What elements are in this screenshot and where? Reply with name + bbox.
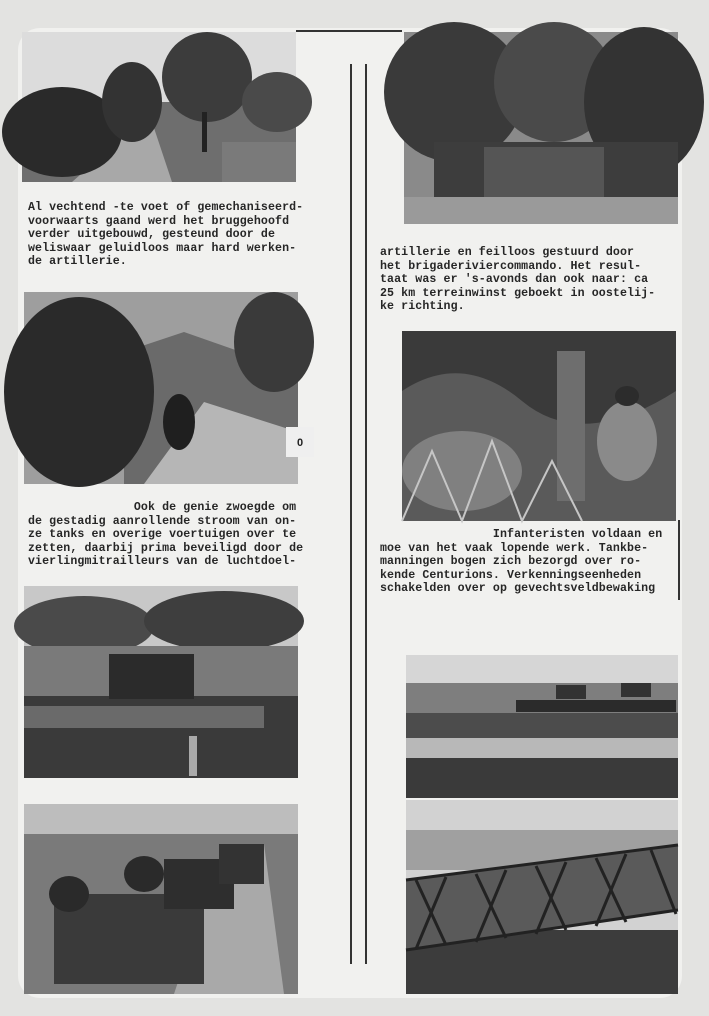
photo-bailey-bridge	[406, 800, 678, 994]
photo-soldier-embankment	[24, 292, 304, 484]
road-marker-label: 0	[296, 437, 304, 449]
photo-vehicles-on-bridge	[24, 804, 298, 994]
column-rule-left	[350, 64, 352, 964]
top-rule	[296, 30, 402, 32]
right-rule	[678, 520, 680, 600]
caption-engineers: Ook de genie zwoegde om de gestadig aanrollende stroom van on- ze tanks en overige voertuigen over te zetten, daarbij prima beveiligd door de vierlingmitrailleurs van de luchtdoel-	[28, 501, 304, 569]
photo-river-bridge-distance	[406, 655, 678, 798]
column-rule-right	[365, 64, 367, 964]
caption-advance: Al vechtend -te voet of gemechaniseerd- voorwaarts gaand werd het bruggehoofd verder uitgebouwd, gesteund door de weliswaar geluidloos maar hard werken- de artillerie.	[28, 201, 304, 269]
photo-ferry-crossing	[24, 586, 298, 778]
caption-artillery-result: artillerie en feilloos gestuurd door het brigaderiviercommando. Het resul- taat was er 's-avonds dan ook naar: ca 25 km terreinwinst geboekt in oostelij- ke richting.	[380, 246, 656, 314]
photo-vehicle-in-woods	[404, 32, 678, 224]
caption-infantry: Infanteristen voldaan en moe van het vaak lopende werk. Tankbe- manningen bogen zich bezorgd over ro- kende Centurions. Verkenningseenheden schakelden over op gevechtsveldbewaking	[380, 528, 663, 596]
photo-infantry-in-brush	[402, 331, 676, 521]
photo-tree-lined-road	[22, 32, 296, 182]
